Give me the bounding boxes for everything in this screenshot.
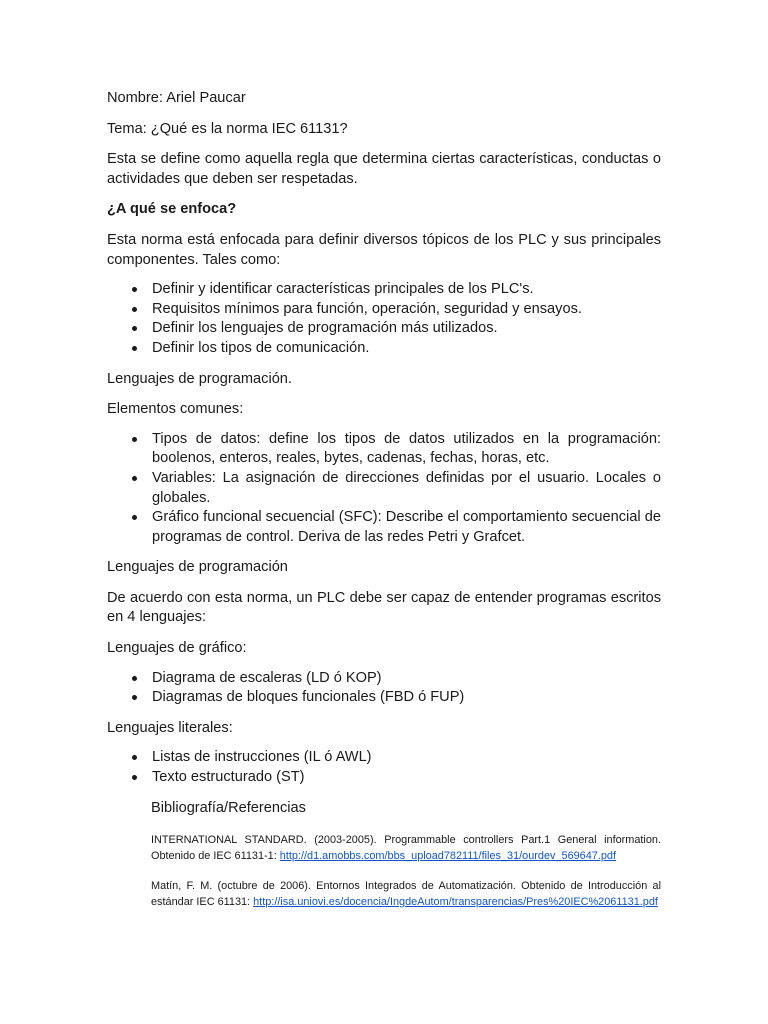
languages-heading-2: Lenguajes de programación — [107, 559, 288, 576]
list-item: Requisitos mínimos para función, operación, seguridad y ensayos. — [152, 300, 661, 320]
list-item: Texto estructurado (ST) — [152, 768, 661, 788]
focus-list — [107, 280, 661, 358]
literal-languages-list — [107, 748, 661, 787]
reference-item — [151, 832, 661, 864]
list-item: Variables: La asignación de direcciones definidas por el usuario. Locales o globales. — [152, 469, 661, 508]
document-page — [107, 89, 661, 910]
graphic-languages-list — [107, 669, 661, 708]
bibliography-title: Bibliografía/Referencias — [151, 799, 306, 816]
reference-text: INTERNATIONAL STANDARD. (2003-2005). Programmable controllers Part.1 General information. Obtenido de IEC 61131-1: — [151, 834, 661, 863]
student-name: Nombre: Ariel Paucar — [107, 90, 246, 106]
topic-line: Tema: ¿Qué es la norma IEC 61131? — [107, 120, 348, 137]
list-item: Definir y identificar características principales de los PLC's. — [152, 280, 661, 300]
list-item: Definir los lenguajes de programación más utilizados. — [152, 319, 661, 339]
graphic-languages-heading: Lenguajes de gráfico: — [107, 640, 247, 657]
list-item: Diagramas de bloques funcionales (FBD ó FUP) — [152, 688, 661, 708]
reference-link[interactable]: http://isa.uniovi.es/docencia/IngdeAutom/transparencias/Pres%20IEC%2061131.pdf — [253, 896, 658, 909]
common-elements-list — [107, 430, 661, 548]
list-item: Definir los tipos de comunicación. — [152, 339, 661, 359]
languages-heading-1: Lenguajes de programación. — [107, 370, 292, 387]
reference-text: Matín, F. M. (octubre de 2006). Entornos Integrados de Automatización. Obtenido de Introducción al estándar IEC 61131: — [151, 880, 661, 909]
focus-heading: ¿A qué se enfoca? — [107, 201, 237, 218]
reference-item — [151, 878, 661, 910]
list-item: Listas de instrucciones (IL ó AWL) — [152, 748, 661, 768]
list-item: Diagrama de escaleras (LD ó KOP) — [152, 669, 661, 689]
reference-link[interactable]: http://d1.amobbs.com/bbs_upload782111/files_31/ourdev_569647.pdf — [279, 850, 617, 863]
literal-languages-heading: Lenguajes literales: — [107, 719, 233, 736]
list-item: Tipos de datos: define los tipos de datos utilizados en la programación: boolenos, enteros, reales, bytes, cadenas, fechas, horas, etc. — [152, 430, 661, 469]
focus-paragraph: Esta norma está enfocada para definir diversos tópicos de los PLC y sus principales componentes. Tales como: — [107, 231, 661, 268]
intro-paragraph: Esta se define como aquella regla que determina ciertas características, conductas o actividades que deben ser respetadas. — [107, 151, 661, 187]
common-elements-heading: Elementos comunes: — [107, 401, 244, 418]
languages-paragraph: De acuerdo con esta norma, un PLC debe ser capaz de entender programas escritos en 4 lenguajes: — [107, 589, 661, 626]
bibliography-section — [107, 799, 661, 911]
list-item: Gráfico funcional secuencial (SFC): Describe el comportamiento secuencial de programas de control. Deriva de las redes Petri y Grafcet. — [152, 508, 661, 547]
